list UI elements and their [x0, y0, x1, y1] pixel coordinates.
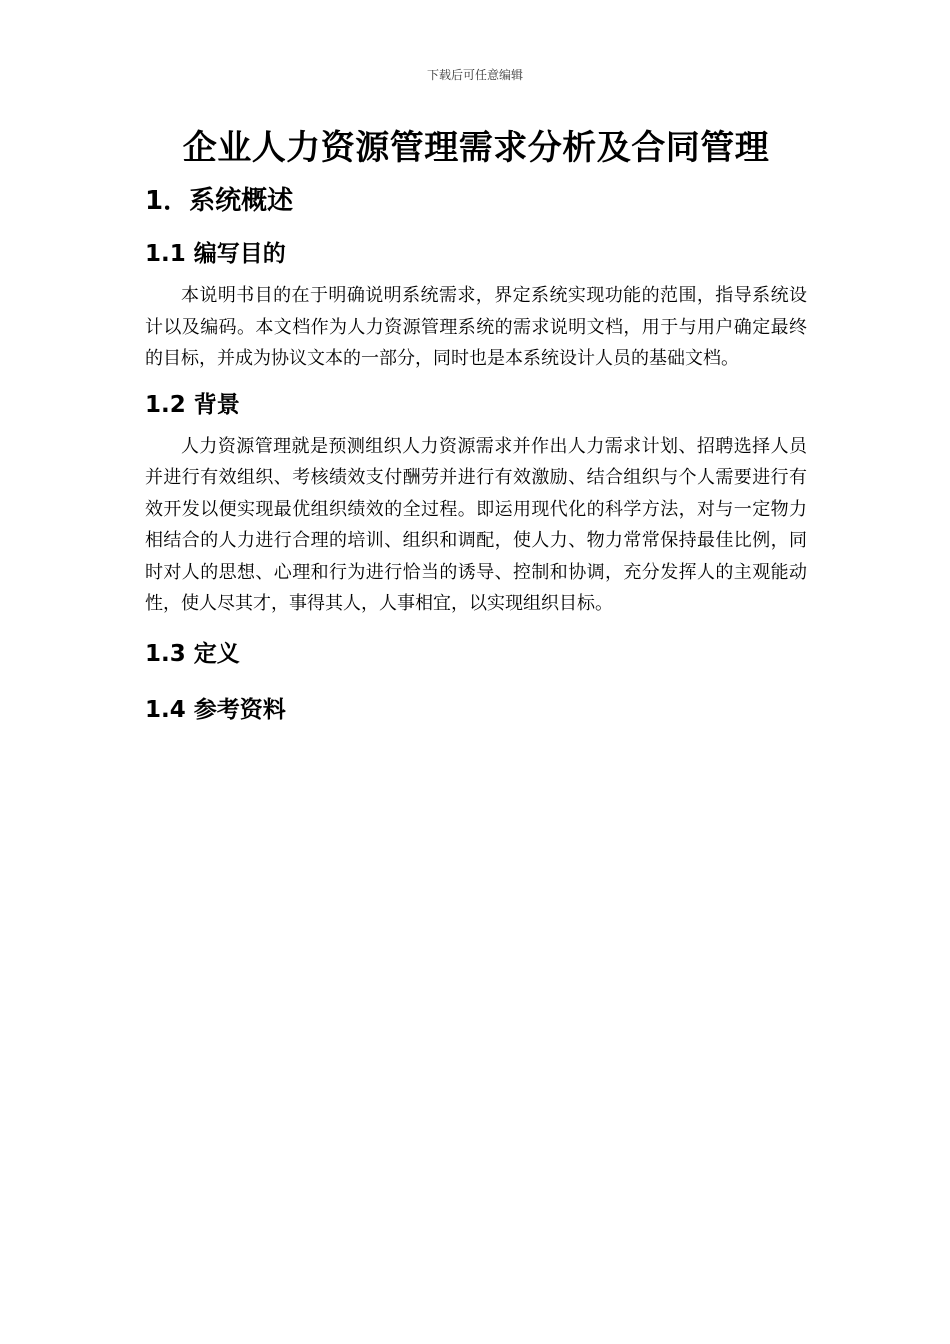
page-header-note: 下载后可任意编辑	[426, 68, 523, 82]
subsection-heading-background: 1.2 背景	[145, 391, 240, 418]
paragraph-background: 人力资源管理就是预测组织人力资源需求并作出人力需求计划、招聘选择人员并进行有效组织、考核绩效支付酬劳并进行有效激励、结合组织与个人需要进行有效开发以便实现最优组织绩效的全过程。即运用现代化的科学方法，对与一定物力相结合的人力进行合理的培训、组织和调配，使人力、物力常常保持最佳比例，同时对人的思想、心理和行为进行恰当的诱导、控制和协调，充分发挥人的主观能动性，使人尽其才，事得其人，人事相宜，以实现组织目标。	[145, 435, 807, 614]
section-heading-overview: 1．系统概述	[145, 186, 294, 216]
paragraph-purpose: 本说明书目的在于明确说明系统需求，界定系统实现功能的范围，指导系统设计以及编码。本文档作为人力资源管理系统的需求说明文档，用于与用户确定最终的目标，并成为协议文本的一部分，同时也是本系统设计人员的基础文档。	[145, 285, 807, 369]
document-body	[145, 120, 807, 730]
subsection-heading-purpose: 1.1 编写目的	[145, 241, 286, 267]
document-title: 企业人力资源管理需求分析及合同管理	[182, 128, 770, 168]
subsection-heading-references: 1.4 参考资料	[145, 696, 286, 723]
subsection-heading-definitions: 1.3 定义	[145, 640, 240, 667]
